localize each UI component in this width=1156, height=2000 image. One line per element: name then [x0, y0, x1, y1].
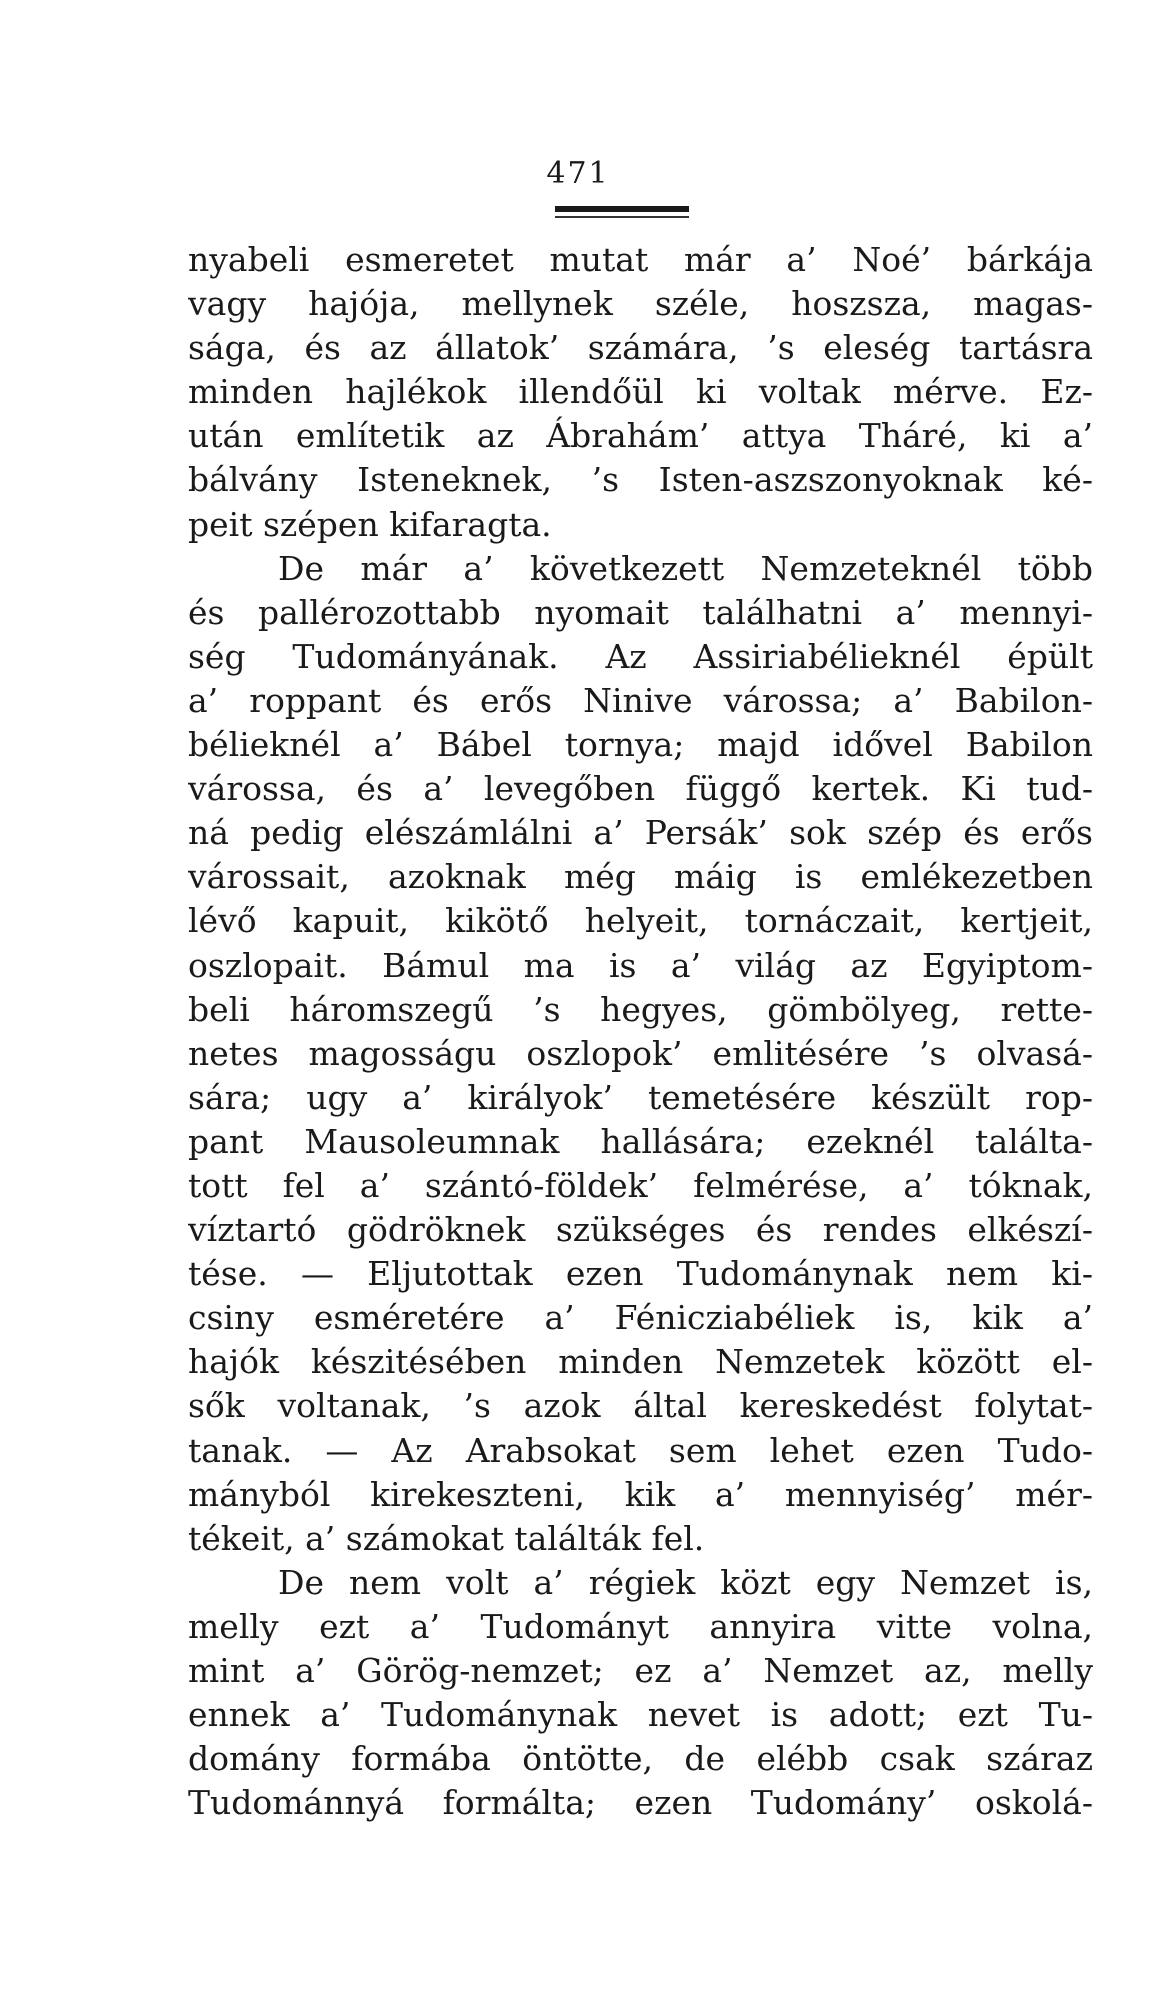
- text-line: peit szépen kifaragta.: [188, 504, 552, 544]
- header-rule: [555, 206, 689, 212]
- text-line: minden hajlékok illendőül ki voltak mérve. Ez-: [188, 372, 1093, 412]
- text-line: vagy hajója, mellynek széle, hoszsza, magas-: [188, 284, 1093, 324]
- text-line: domány formába öntötte, de elébb csak száraz: [188, 1739, 1093, 1779]
- text-line: bálvány Isteneknek, ’s Isten-aszszonyoknak ké-: [188, 460, 1093, 500]
- text-line: ná pedig elészámlálni a’ Persák’ sok szép és erős: [188, 813, 1093, 853]
- text-line: oszlopait. Bámul ma is a’ világ az Egyiptom-: [188, 945, 1093, 985]
- body-text: [188, 238, 1093, 1825]
- text-line: hajók készitésében minden Nemzetek között el-: [188, 1342, 1093, 1382]
- text-line: pant Mausoleumnak hallására; ezeknél találta-: [188, 1121, 1093, 1161]
- text-line: nyabeli esmeretet mutat már a’ Noé’ bárkája: [188, 240, 1093, 279]
- text-line: sára; ugy a’ királyok’ temetésére készült rop-: [188, 1077, 1093, 1117]
- text-line: a’ roppant és erős Ninive várossa; a’ Babilon-: [188, 680, 1093, 720]
- text-line: várossait, azoknak még máig is emlékezetben: [188, 857, 1093, 897]
- text-line: ennek a’ Tudománynak nevet is adott; ezt Tu-: [188, 1695, 1093, 1735]
- text-line: netes magosságu oszlopok’ emlitésére ’s olvasá-: [188, 1033, 1093, 1073]
- text-line: De már a’ következett Nemzeteknél több: [278, 548, 1093, 588]
- text-line: várossa, és a’ levegőben függő kertek. Ki tud-: [188, 769, 1093, 809]
- text-line: Tudománnyá formálta; ezen Tudomány’ oskolá-: [188, 1783, 1093, 1823]
- text-line: tékeit, a’ számokat találták fel.: [188, 1518, 705, 1558]
- text-line: bélieknél a’ Bábel tornya; majd idővel Babilon: [188, 725, 1093, 765]
- text-line: beli háromszegű ’s hegyes, gömbölyeg, rette-: [188, 989, 1093, 1029]
- text-line: sők voltanak, ’s azok által kereskedést folytat-: [188, 1386, 1093, 1426]
- text-line: mányból kirekeszteni, kik a’ mennyiség’ mér-: [188, 1474, 1093, 1514]
- text-line: tése. — Eljutottak ezen Tudománynak nem ki-: [188, 1254, 1093, 1294]
- text-line: és pallérozottabb nyomait találhatni a’ mennyi-: [188, 592, 1093, 632]
- page-number: 471: [546, 156, 610, 191]
- text-line: lévő kapuit, kikötő helyeit, tornáczait, kertjeit,: [188, 901, 1093, 941]
- text-line: mint a’ Görög-nemzet; ez a’ Nemzet az, melly: [188, 1651, 1093, 1690]
- text-line: melly ezt a’ Tudományt annyira vitte volna,: [188, 1606, 1093, 1646]
- text-line: tanak. — Az Arabsokat sem lehet ezen Tudo-: [188, 1430, 1093, 1470]
- text-line: után említetik az Ábrahám’ attya Tháré, ki a’: [188, 416, 1093, 456]
- text-line: tott fel a’ szántó-földek’ felmérése, a’ tóknak,: [188, 1165, 1093, 1205]
- text-line: csiny esméretére a’ Fénicziabéliek is, kik a’: [188, 1298, 1093, 1338]
- text-line: sága, és az állatok’ számára, ’s eleség tartásra: [188, 328, 1093, 368]
- text-line: víztartó gödröknek szükséges és rendes elkészí-: [188, 1210, 1093, 1250]
- text-line: De nem volt a’ régiek közt egy Nemzet is,: [278, 1562, 1093, 1602]
- text-line: ség Tudományának. Az Assiriabélieknél épült: [188, 636, 1093, 676]
